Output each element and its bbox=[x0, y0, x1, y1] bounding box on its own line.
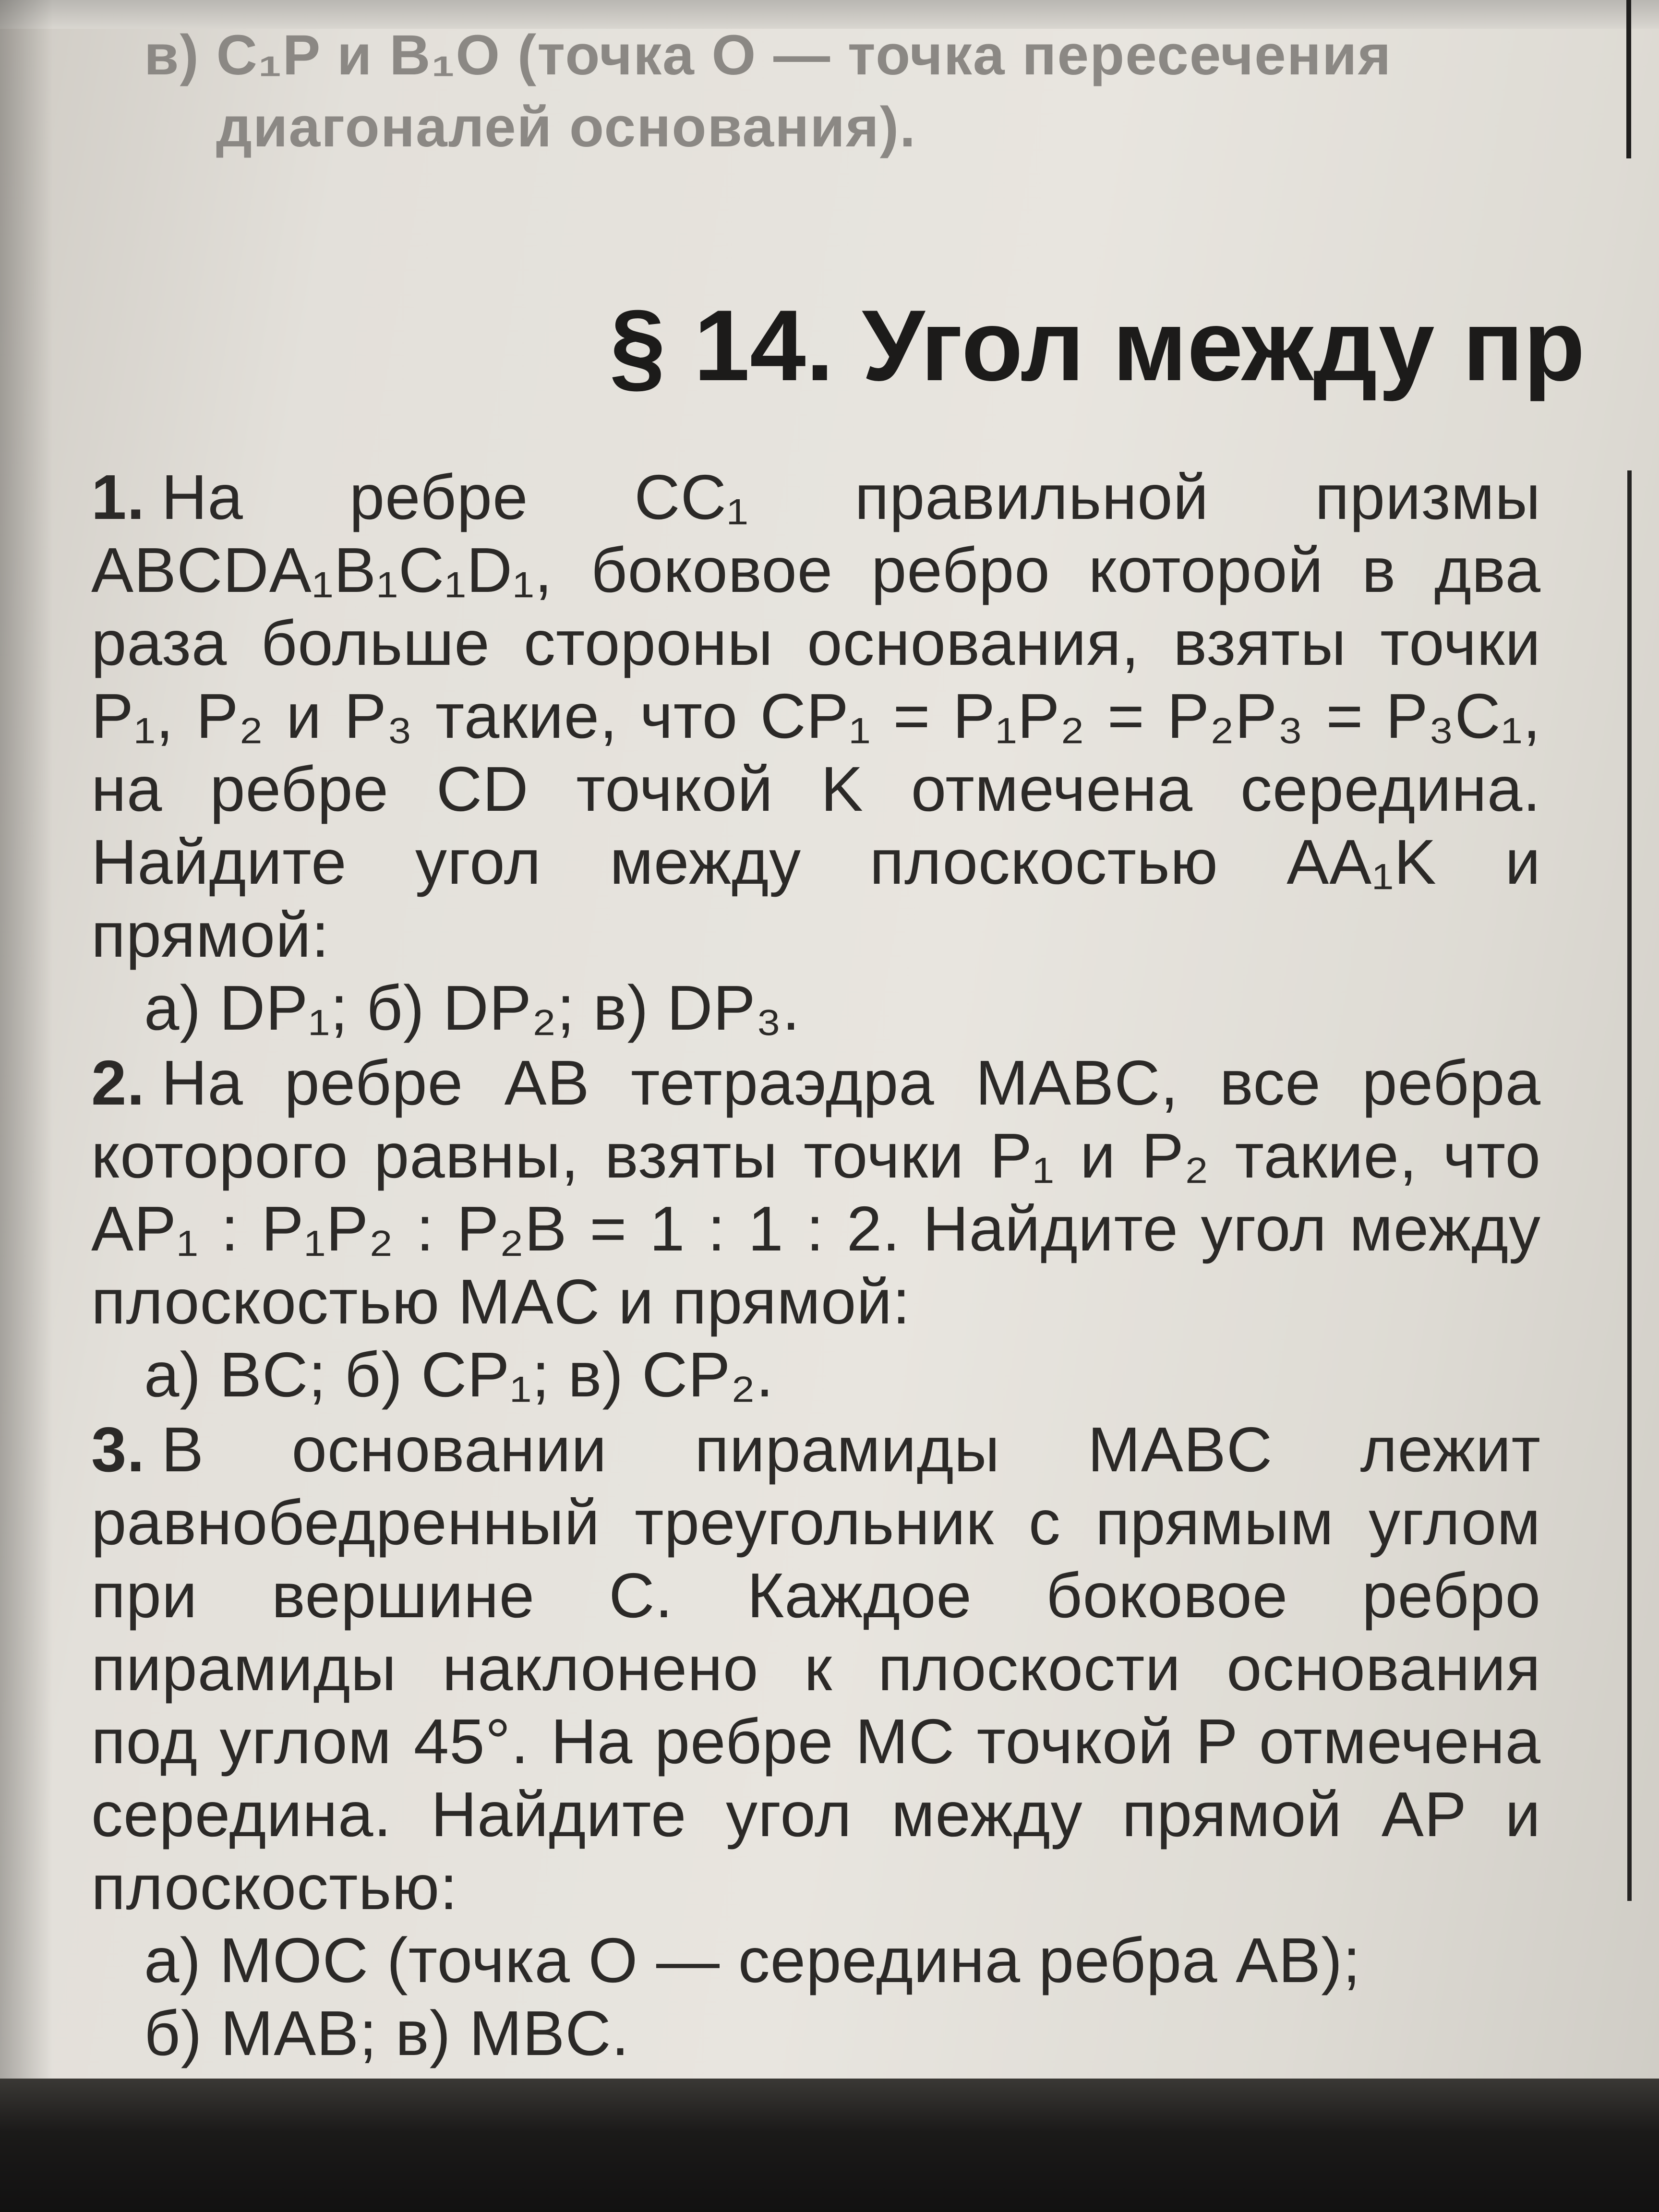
margin-rule bbox=[1627, 470, 1632, 1901]
margin-rule-top bbox=[1626, 0, 1631, 158]
problem-1 bbox=[91, 461, 1541, 1045]
problem-2-body bbox=[91, 1046, 1541, 1338]
problem-2 bbox=[91, 1046, 1541, 1411]
problem-number: 1. bbox=[91, 462, 145, 532]
problem-list bbox=[91, 461, 1541, 2072]
previous-section-text bbox=[144, 19, 1560, 163]
previous-line-2: диагоналей основания). bbox=[216, 96, 916, 159]
problem-text: В основании пирамиды MABC лежит равнобедренный треугольник с прямым углом при вершине C. Каждое боковое ребро пирамиды наклонено к плоскости основания под углом 45°. На ребре MC точкой P отмечена середина. Найдите угол между прямой AP и плоскостью: bbox=[91, 1414, 1541, 1923]
section-title: § 14. Угол между пр bbox=[610, 289, 1585, 402]
problem-options: а) BC; б) CP₁; в) CP₂. bbox=[144, 1339, 774, 1410]
problem-options: а) DP₁; б) DP₂; в) DP₃. bbox=[144, 973, 801, 1043]
previous-line-1: в) C₁P и B₁O (точка O — точка пересечения bbox=[144, 24, 1392, 87]
problem-options-2: б) MAB; в) MBC. bbox=[144, 1998, 630, 2068]
left-shadow bbox=[0, 0, 53, 2212]
problem-text: На ребре AB тетраэдра MABC, все ребра которого равны, взяты точки P₁ и P₂ такие, что AP₁ : P₁P₂ : P₂B = 1 : 1 : 2. Найдите угол между плоскостью MAC и прямой: bbox=[91, 1047, 1541, 1337]
problem-3-body bbox=[91, 1413, 1541, 1924]
problem-1-body bbox=[91, 461, 1541, 972]
problem-number: 2. bbox=[91, 1047, 145, 1118]
problem-number: 3. bbox=[91, 1414, 145, 1485]
problem-text: На ребре CC₁ правильной призмы ABCDA₁B₁C₁D₁, боковое ребро которой в два раза больше стороны основания, взяты точки P₁, P₂ и P₃ такие, что CP₁ = P₁P₂ = P₂P₃ = P₃C₁, на ребре CD точкой K отмечена середина. Найдите угол между плоскостью AA₁K и прямой: bbox=[91, 462, 1541, 970]
problem-3 bbox=[91, 1413, 1541, 2070]
bottom-shadow bbox=[0, 2079, 1659, 2212]
problem-options: а) MOC (точка O — середина ребра AB); bbox=[144, 1925, 1361, 1996]
